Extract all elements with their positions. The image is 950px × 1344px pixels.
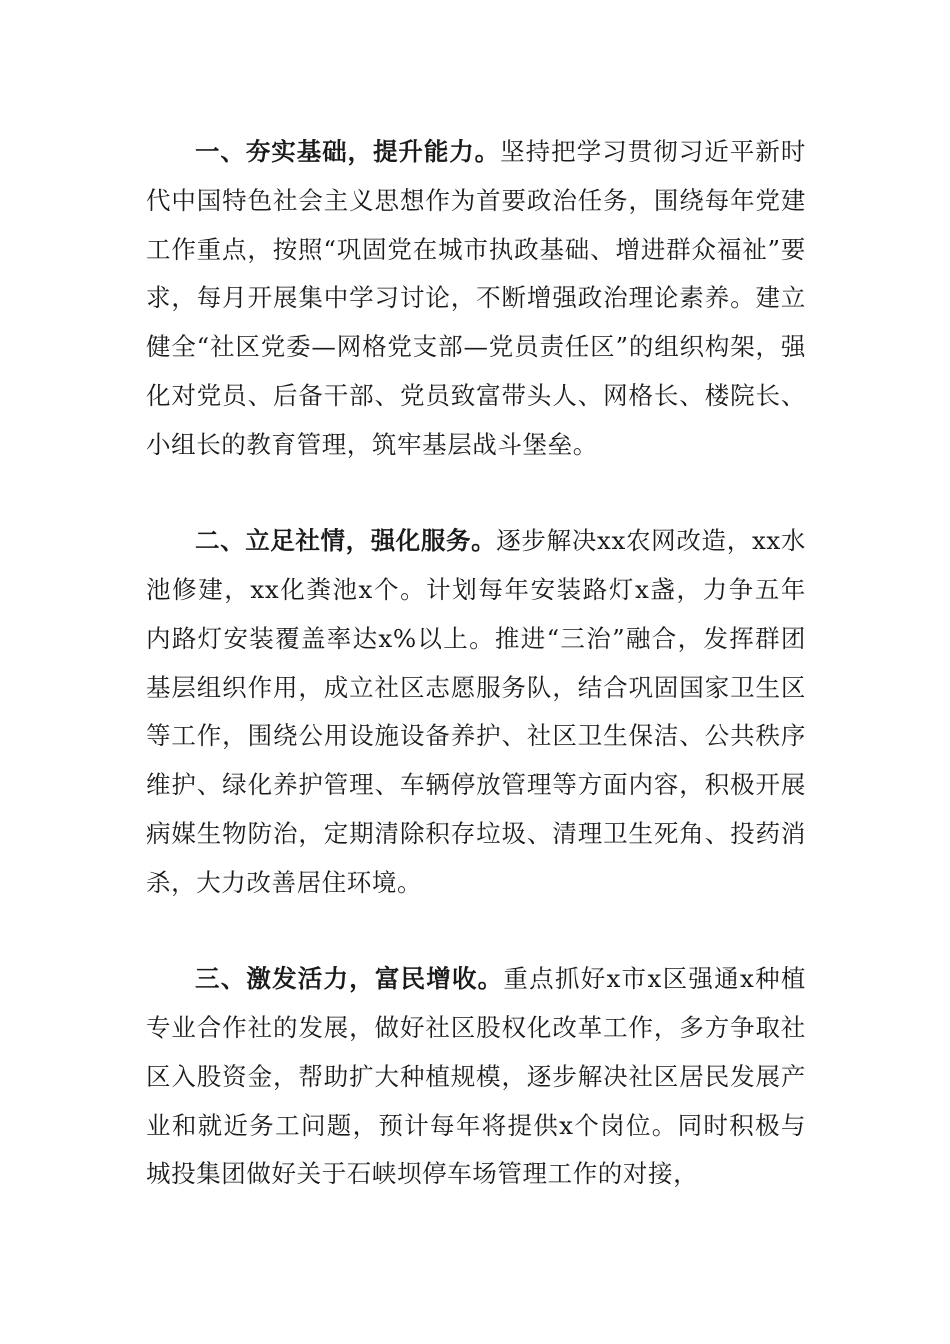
document-body <box>146 128 806 1199</box>
section-body-1: 坚持把学习贯彻习近平新时代中国特色社会主义思想作为首要政治任务，围绕每年党建工作重点，按照“巩固党在城市执政基础、增进群众福祉”要求，每月开展集中学习讨论，不断增强政治理论素养。建立健全“社区党委—网格党支部—党员责任区”的组织构架，强化对党员、后备干部、党员致富带头人、网格长、楼院长、小组长的教育管理，筑牢基层战斗堡垒。 <box>146 137 807 459</box>
section-body-2: 逐步解决xx农网改造，xx水池修建，xx化粪池x个。计划每年安装路灯x盏，力争五年内路灯安装覆盖率达x%以上。推进“三治”融合，发挥群团基层组织作用，成立社区志愿服务队，结合巩固国家卫生区等工作，围绕公用设施设备养护、社区卫生保洁、公共秩序维护、绿化养护管理、车辆停放管理等方面内容，积极开展病媒生物防治，定期清除积存垃圾、清理卫生死角、投药消杀，大力改善居住环境。 <box>146 526 806 897</box>
section-heading-3: 三、激发活力，富民增收。 <box>195 964 504 994</box>
section-heading-1: 一、夯实基础，提升能力。 <box>195 137 501 166</box>
section-paragraph-1 <box>146 128 806 469</box>
section-body-3: 重点抓好x市x区强通x种植专业合作社的发展，做好社区股权化改革工作，多方争取社区入股资金，帮助扩大种植规模，逐步解决社区居民发展产业和就近务工问题，预计每年将提供x个岗位。同时积极与城投集团做好关于石峡坝停车场管理工作的对接， <box>146 964 806 1189</box>
section-paragraph-3 <box>146 955 806 1199</box>
section-heading-2: 二、立足社情，强化服务。 <box>195 526 497 556</box>
section-paragraph-2 <box>146 517 806 907</box>
